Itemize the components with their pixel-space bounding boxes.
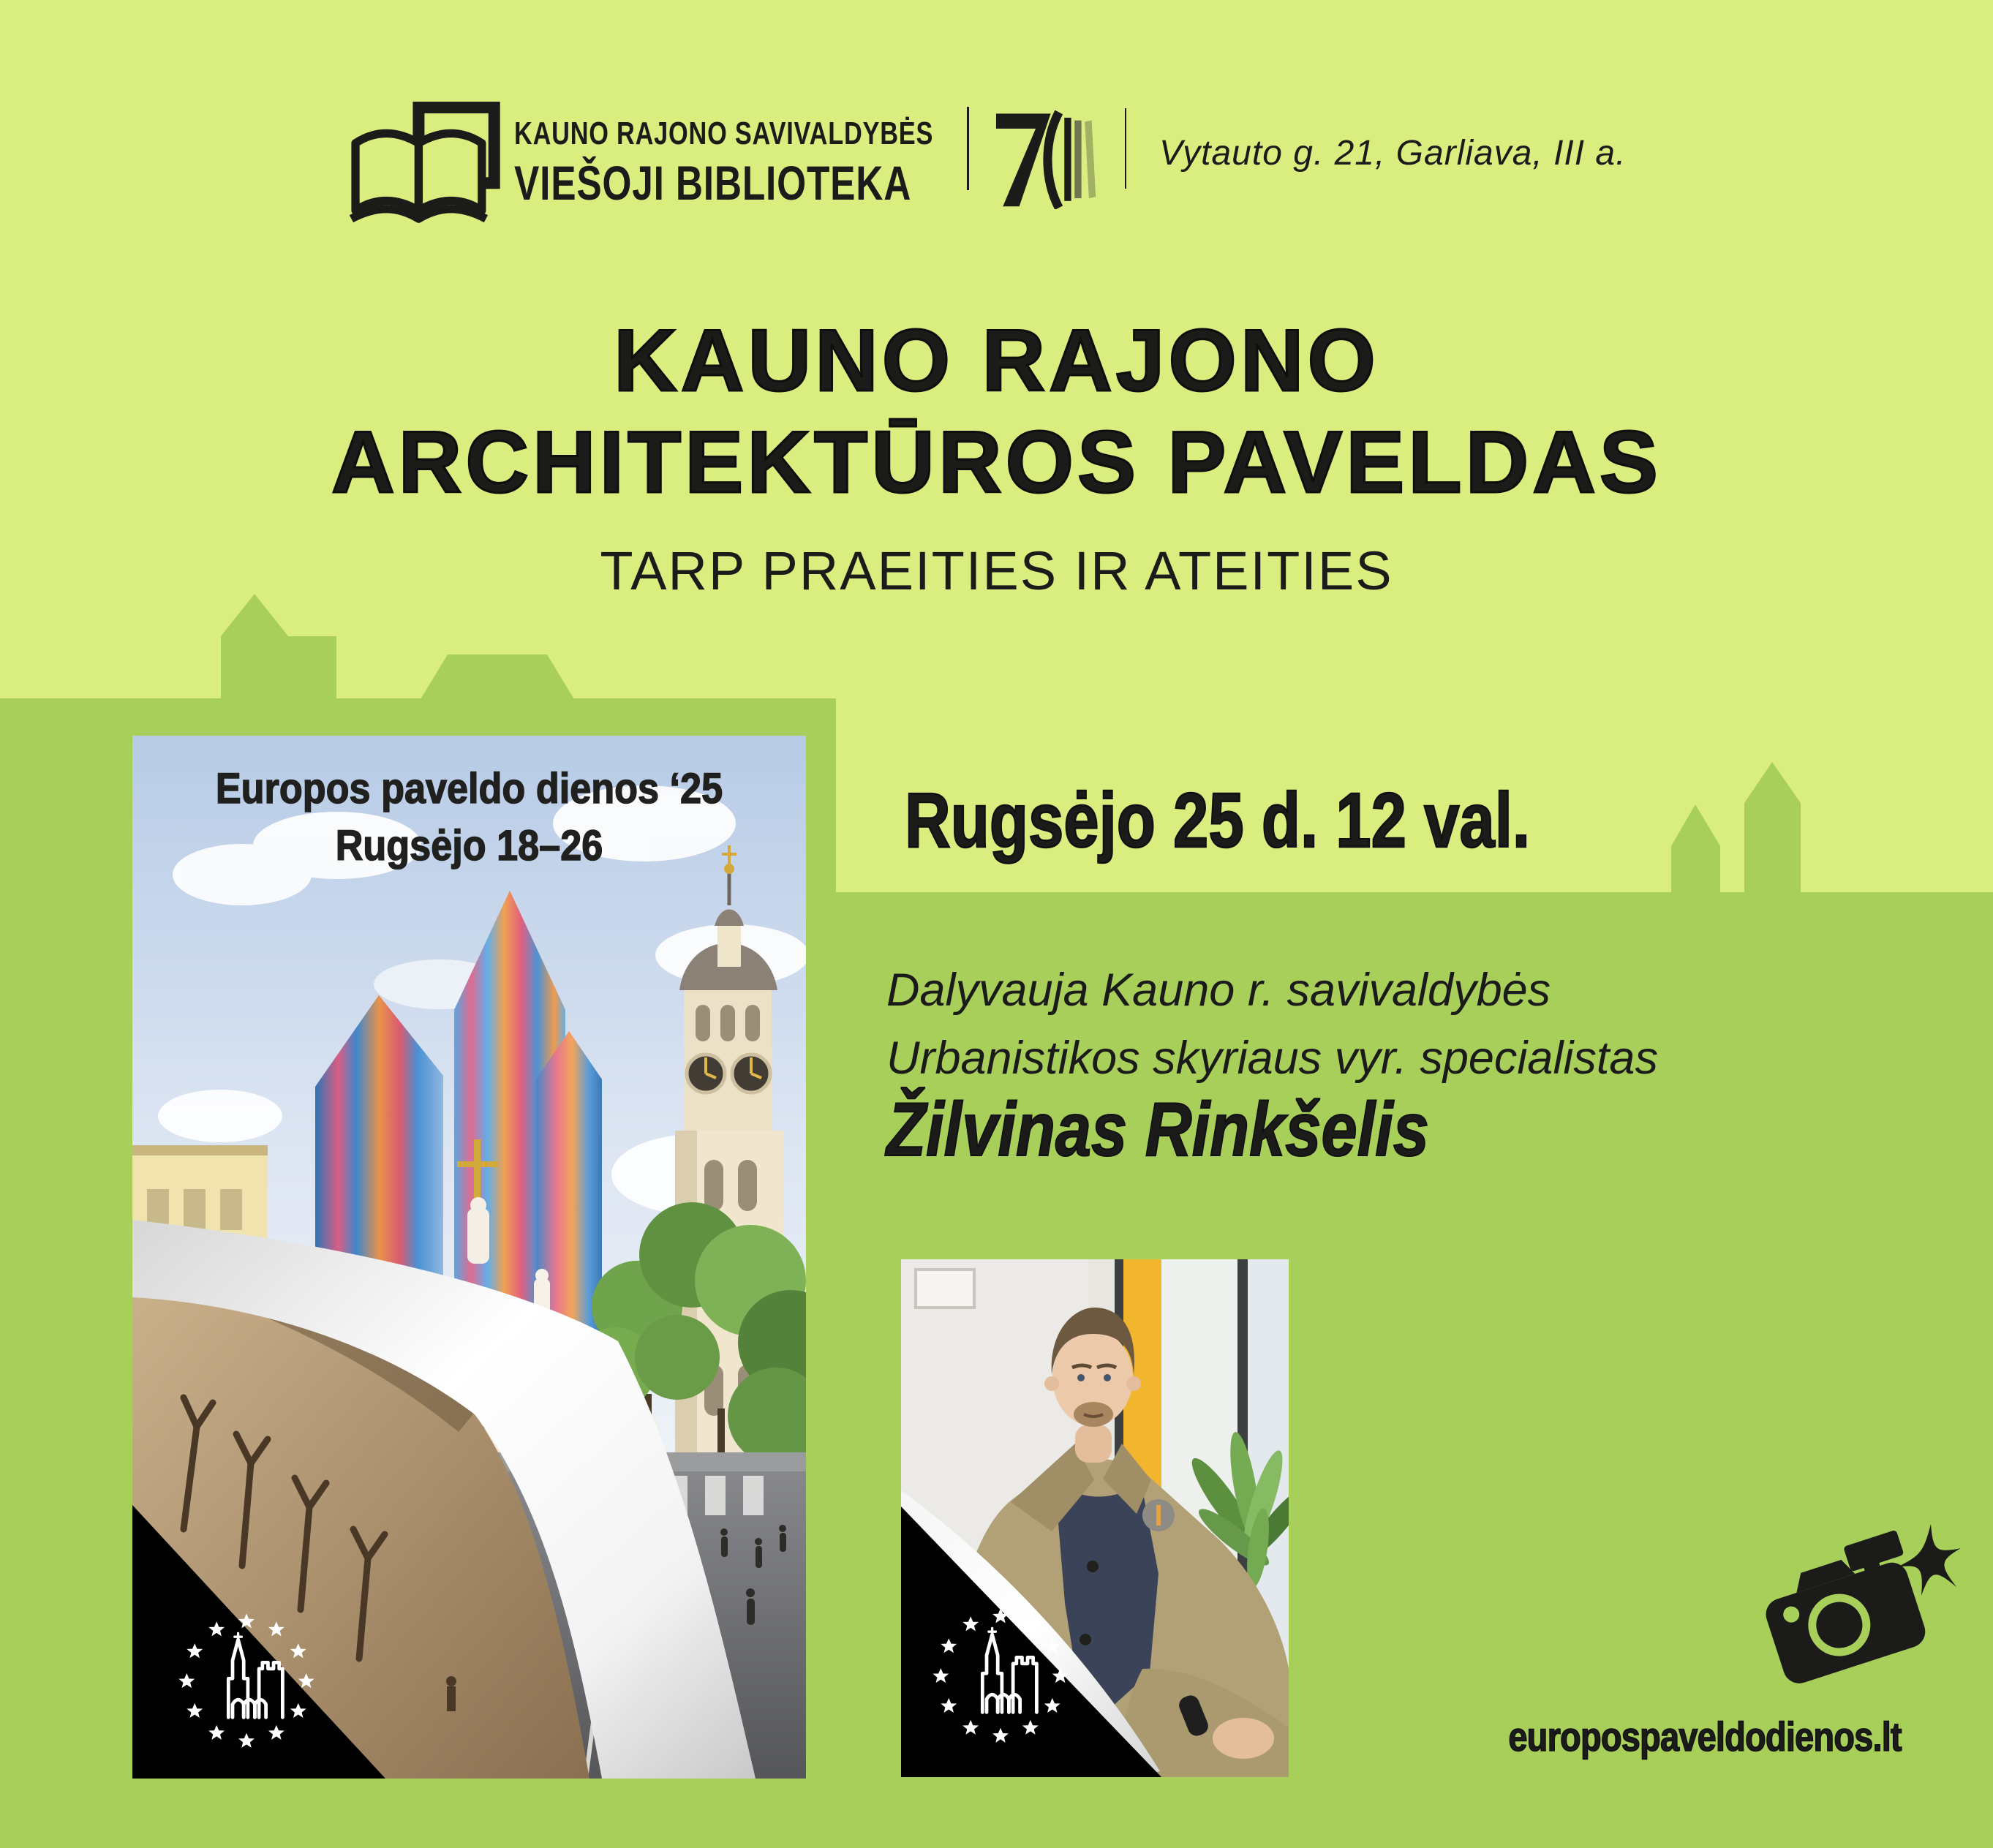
header-divider bbox=[967, 107, 969, 190]
silhouette-spire-tower bbox=[221, 594, 336, 699]
poster-heading-line2: Rugsėjo 18–26 bbox=[335, 821, 603, 870]
org-name-line2: VIEŠOJI BIBLIOTEKA bbox=[514, 156, 912, 210]
camera-flash-icon bbox=[1755, 1523, 1960, 1691]
title-line2: ARCHITEKTŪROS PAVELDAS bbox=[331, 413, 1662, 512]
event-title bbox=[0, 310, 1993, 602]
library-address: Vytauto g. 21, Garliava, III a. bbox=[1159, 134, 1627, 173]
title-line1: KAUNO RAJONO bbox=[614, 312, 1379, 410]
organization-name bbox=[514, 116, 933, 211]
silhouette-tall-tower bbox=[1744, 762, 1801, 893]
poster-heading-line1: Europos paveldo dienos ‘25 bbox=[215, 765, 723, 812]
speaker-photo-artwork bbox=[901, 1259, 1289, 1777]
event-datetime: Rugsėjo 25 d. 12 val. bbox=[905, 777, 1531, 864]
poster-heading bbox=[166, 761, 772, 874]
speaker-name: Žilvinas Rinkšelis bbox=[886, 1087, 1429, 1172]
silhouette-small-tower bbox=[1671, 804, 1720, 893]
speaker-intro bbox=[886, 957, 1658, 1092]
org-name-line1: KAUNO RAJONO SAVIVALDYBĖS bbox=[514, 116, 934, 151]
silhouette-trapezoid-tower bbox=[421, 655, 574, 699]
70th-anniversary-mark bbox=[992, 107, 1101, 209]
speaker-intro-line2: Urbanistikos skyriaus vyr. specialistas bbox=[886, 1032, 1658, 1084]
title-subtitle: TARP PRAEITIES IR ATEITIES bbox=[600, 540, 1393, 602]
speaker-intro-line1: Dalyvauja Kauno r. savivaldybės bbox=[886, 965, 1551, 1016]
website-url: europospaveldodienos.lt bbox=[1508, 1713, 1902, 1760]
heritage-days-poster bbox=[132, 736, 806, 1779]
wall-picture bbox=[916, 1270, 974, 1308]
header-divider bbox=[1125, 108, 1126, 189]
poster-artwork bbox=[132, 736, 806, 1779]
open-book-logo bbox=[344, 99, 502, 228]
speaker-photo bbox=[901, 1259, 1289, 1777]
